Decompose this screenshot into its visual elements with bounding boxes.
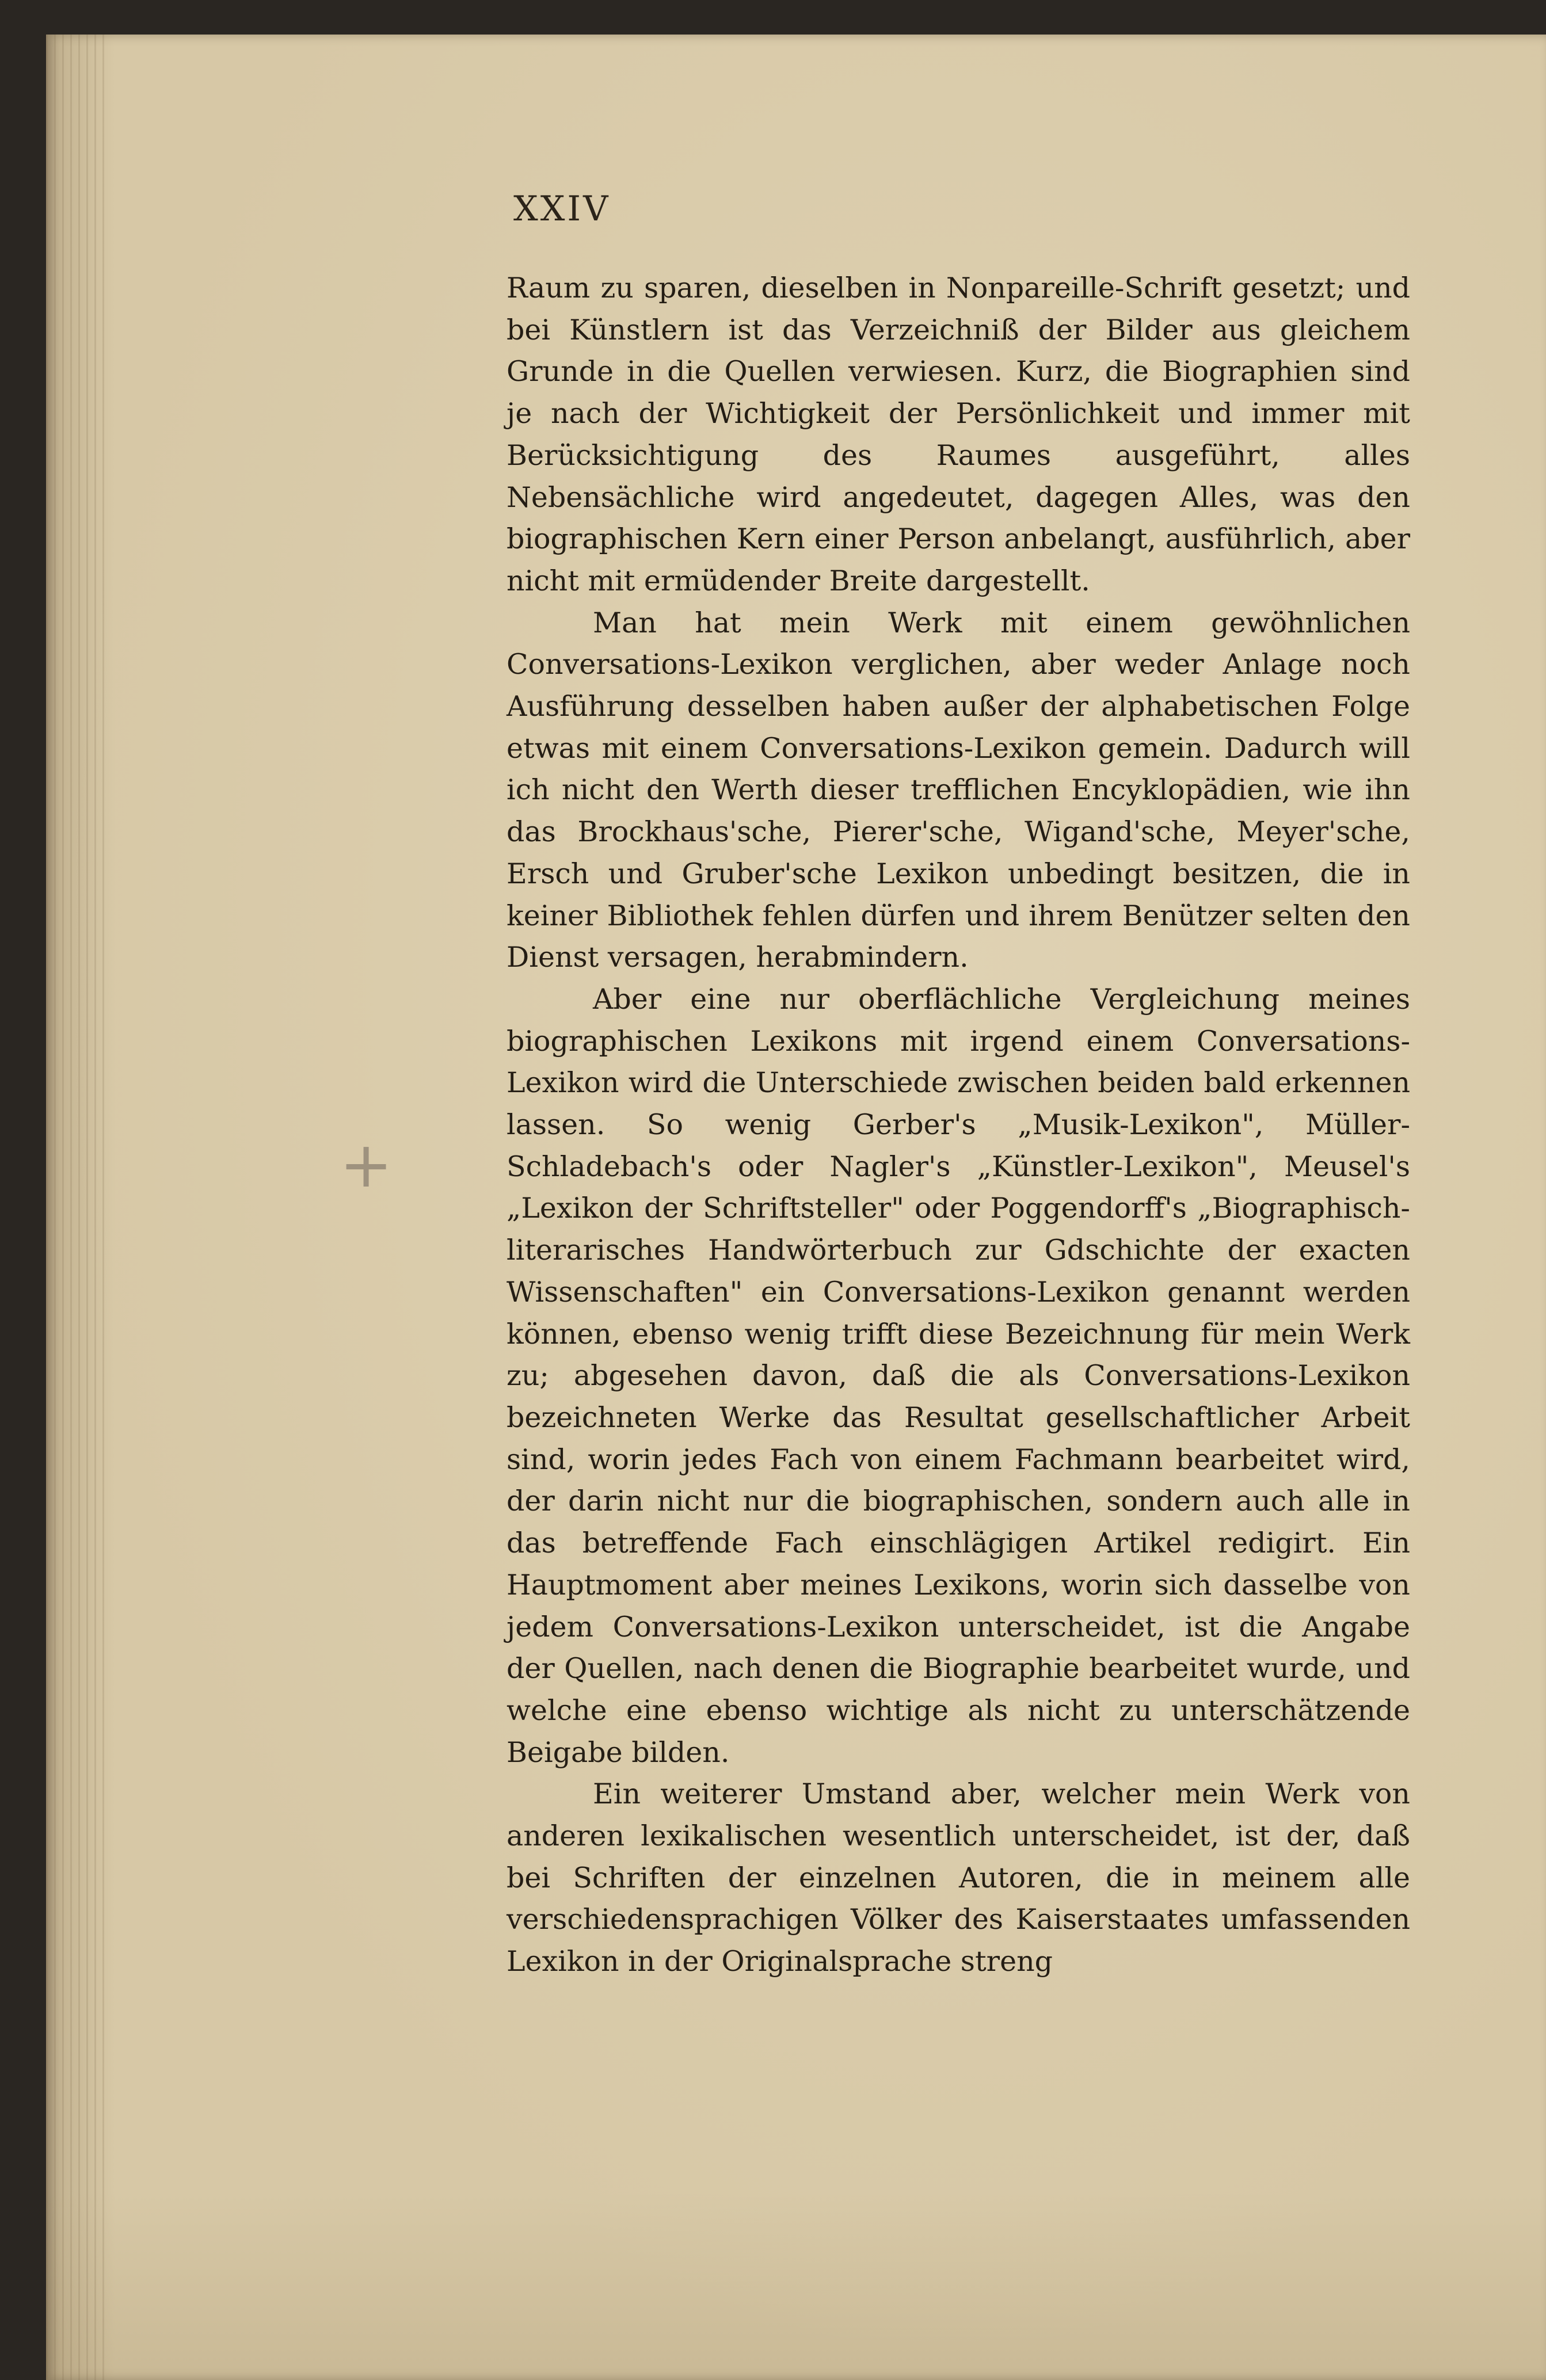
paragraph-1: Raum zu sparen, dieselben in Nonpareille-Schrift gesetzt; und bei Künstlern ist das Verzeichniß der Bilder aus gleichem Grunde in die Quellen verwiesen. Kurz, die Biographien sind je nach der Wichtigkeit der Persönlichkeit und immer mit Berücksichtigung des Raumes ausgeführt, alles Nebensächliche wird angedeutet, dagegen Alles, was den biographischen Kern einer Person anbelangt, ausführlich, aber nicht mit ermüdender Breite dargestellt. [507, 272, 1410, 597]
page-stack-edges [46, 35, 109, 2380]
paragraph-4: Ein weiterer Umstand aber, welcher mein Werk von anderen lexikalischen wesentlich unterscheidet, ist der, daß bei Schriften der einzelnen Autoren, die in meinem alle verschiedensprachigen Völker des Kaiserstaates umfassenden Lexikon in der Originalsprache streng [507, 1778, 1410, 1978]
paragraph-3: Aber eine nur oberflächliche Vergleichung meines biographischen Lexikons mit irgend einem Conversations-Lexikon wird die Unterschiede zwischen beiden bald erkennen lassen. So wenig Gerber's „Musik-Lexikon", Müller-Schladebach's oder Nagler's „Künstler-Lexikon", Meusel's „Lexikon der Schriftsteller" oder Poggendorff's „Biographisch-literarisches Handwörterbuch zur Gdschichte der exacten Wissenschaften" ein Conversations-Lexikon genannt werden können, ebenso wenig trifft diese Bezeichnung für mein Werk zu; abgesehen davon, daß die als Conversations-Lexikon bezeichneten Werke das Resultat gesellschaftlicher Arbeit sind, worin jedes Fach von einem Fachmann bearbeitet wird, der darin nicht nur die biographischen, sondern auch alle in das betreffende Fach einschlägigen Artikel redigirt. Ein Hauptmoment aber meines Lexikons, worin sich dasselbe von jedem Conversations-Lexikon unterscheidet, ist die Angabe der Quellen, nach denen die Biographie bearbeitet wurde, und welche eine ebenso wichtige als nicht zu unterschätzende Beigabe bilden. [507, 982, 1410, 1769]
paragraph-2: Man hat mein Werk mit einem gewöhnlichen Conversations-Lexikon verglichen, aber weder Anlage noch Ausführung desselben haben außer der alphabetischen Folge etwas mit einem Conversations-Lexikon gemein. Dadurch will ich nicht den Werth dieser trefflichen Encyklopädien, wie ihn das Brockhaus'sche, Pierer'sche, Wigand'sche, Meyer'sche, Ersch und Gruber'sche Lexikon unbedingt besitzen, die in keiner Bibliothek fehlen dürfen und ihrem Benützer selten den Dienst versagen, herabmindern. [507, 606, 1410, 974]
body-text [507, 268, 1410, 1983]
page-number: XXIV [513, 189, 611, 229]
pencil-margin-mark: + [340, 1128, 393, 1202]
